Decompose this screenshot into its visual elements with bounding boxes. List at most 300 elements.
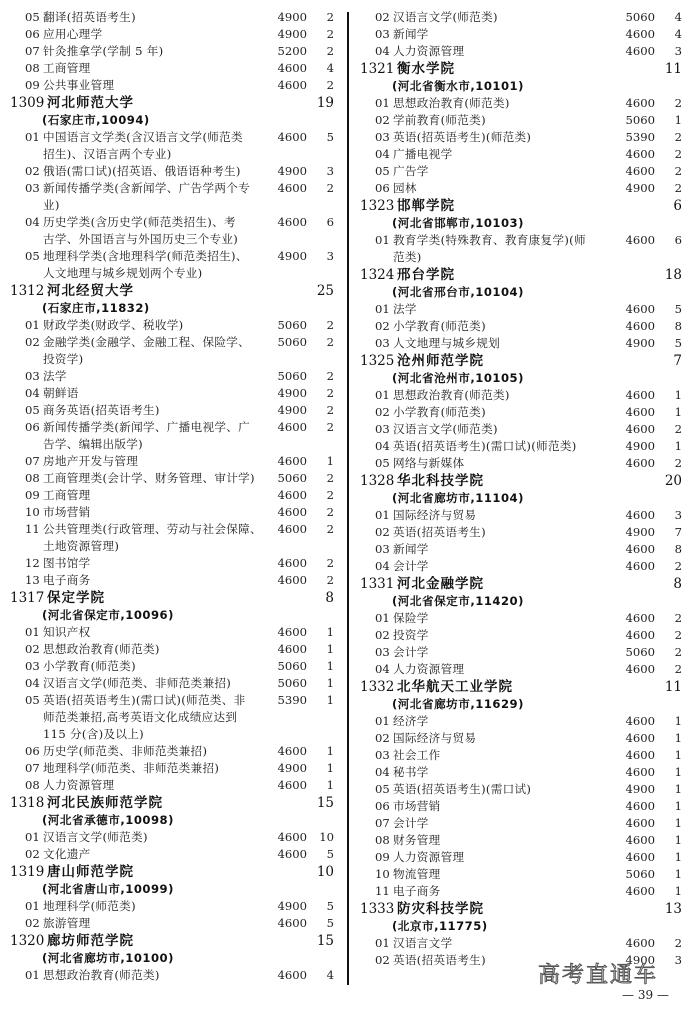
enrollment-count: 1 xyxy=(674,439,682,453)
major-name: 地理科学(师范类、非师范类兼招) xyxy=(43,761,220,775)
institution-code: 1318 xyxy=(10,795,45,811)
major-row xyxy=(0,368,348,385)
major-name: 财政学类(财政学、税收学) xyxy=(43,318,184,332)
institution-code: 1323 xyxy=(360,198,395,214)
institution-total-count: 15 xyxy=(316,933,334,949)
major-code: 06 xyxy=(375,181,390,195)
institution-location xyxy=(350,370,696,387)
tuition-fee: 4900 xyxy=(277,899,307,913)
tuition-fee: 4600 xyxy=(625,96,655,110)
major-name: 新闻传播学类(含新闻学、广告学两个专 xyxy=(43,181,251,195)
enrollment-count: 2 xyxy=(326,488,334,502)
major-name: 旅游管理 xyxy=(43,916,91,930)
enrollment-count: 2 xyxy=(326,181,334,195)
major-name: 图书馆学 xyxy=(43,556,91,570)
major-code: 03 xyxy=(25,181,40,195)
institution-header xyxy=(0,863,348,881)
major-name: 汉语言文学 xyxy=(393,936,453,950)
major-name: 国际经济与贸易 xyxy=(393,731,477,745)
major-continuation xyxy=(0,146,348,163)
major-name: 文化遗产 xyxy=(43,847,91,861)
major-code: 06 xyxy=(25,420,40,434)
institution-name: 河北师范大学 xyxy=(47,95,134,111)
enrollment-count: 2 xyxy=(674,147,682,161)
tuition-fee: 4900 xyxy=(277,10,307,24)
tuition-fee: 4600 xyxy=(277,744,307,758)
institution-header xyxy=(350,60,696,78)
enrollment-count: 2 xyxy=(326,522,334,536)
enrollment-count: 4 xyxy=(326,61,334,75)
major-code: 03 xyxy=(25,369,40,383)
major-row xyxy=(350,129,696,146)
major-continuation xyxy=(350,249,696,266)
major-name: 朝鲜语 xyxy=(43,386,79,400)
institution-total-count: 18 xyxy=(664,267,682,283)
major-name: 地理科学类(含地理科学(师范类招生)、 xyxy=(43,249,248,263)
major-row xyxy=(350,610,696,627)
major-row xyxy=(0,487,348,504)
institution-location xyxy=(350,696,696,713)
major-name: 中国语言文学类(含汉语言文学(师范类 xyxy=(43,130,243,144)
enrollment-count: 2 xyxy=(674,645,682,659)
enrollment-count: 1 xyxy=(674,884,682,898)
major-code: 05 xyxy=(25,249,40,263)
major-code: 02 xyxy=(25,642,40,656)
location-text: (河北省衡水市,10101) xyxy=(392,79,524,93)
major-code: 01 xyxy=(25,968,40,982)
enrollment-count: 2 xyxy=(326,335,334,349)
enrollment-count: 2 xyxy=(326,505,334,519)
major-name: 学前教育(师范类) xyxy=(393,113,486,127)
major-name: 财务管理 xyxy=(393,833,441,847)
major-row xyxy=(350,849,696,866)
major-code: 03 xyxy=(375,542,390,556)
institution-code: 1328 xyxy=(360,473,395,489)
major-name: 经济学 xyxy=(393,714,429,728)
major-row xyxy=(350,163,696,180)
major-code: 05 xyxy=(25,403,40,417)
major-code: 01 xyxy=(375,611,390,625)
major-row xyxy=(0,334,348,351)
major-code: 01 xyxy=(25,625,40,639)
major-name: 秘书学 xyxy=(393,765,429,779)
major-name-cont: 师范类兼招,高考英语文化成绩应达到 xyxy=(43,710,238,724)
major-name: 英语(招英语考生) xyxy=(393,953,486,967)
tuition-fee: 4600 xyxy=(277,556,307,570)
major-name: 市场营销 xyxy=(43,505,91,519)
enrollment-count: 2 xyxy=(326,573,334,587)
institution-code: 1325 xyxy=(360,353,395,369)
major-name: 英语(招英语考生)(需口试) xyxy=(393,782,532,796)
major-code: 04 xyxy=(375,765,390,779)
tuition-fee: 4600 xyxy=(625,405,655,419)
major-continuation xyxy=(0,726,348,743)
major-name: 人力资源管理 xyxy=(393,662,465,676)
major-name: 新闻学 xyxy=(393,27,429,41)
enrollment-count: 4 xyxy=(326,968,334,982)
major-name-cont: 人文地理与城乡规划两个专业) xyxy=(43,266,203,280)
major-code: 08 xyxy=(25,778,40,792)
major-code: 02 xyxy=(25,164,40,178)
institution-name: 防灾科技学院 xyxy=(397,901,484,917)
major-name-cont: 投资学) xyxy=(43,352,84,366)
enrollment-count: 1 xyxy=(326,659,334,673)
major-code: 05 xyxy=(25,693,40,707)
major-code: 06 xyxy=(375,799,390,813)
major-row xyxy=(350,180,696,197)
major-code: 05 xyxy=(375,782,390,796)
tuition-fee: 5060 xyxy=(277,676,307,690)
major-name: 工商管理类(会计学、财务管理、审计学) xyxy=(43,471,255,485)
major-code: 01 xyxy=(375,508,390,522)
major-row xyxy=(350,747,696,764)
enrollment-count: 4 xyxy=(674,10,682,24)
institution-total-count: 11 xyxy=(664,61,682,77)
institution-code: 1324 xyxy=(360,267,395,283)
major-name: 思想政治教育(师范类) xyxy=(43,642,160,656)
major-name: 小学教育(师范类) xyxy=(43,659,136,673)
major-row xyxy=(350,866,696,883)
major-code: 07 xyxy=(25,761,40,775)
enrollment-count: 2 xyxy=(326,27,334,41)
major-name: 思想政治教育(师范类) xyxy=(393,388,510,402)
tuition-fee: 4600 xyxy=(625,731,655,745)
institution-total-count: 10 xyxy=(316,864,334,880)
enrollment-count: 2 xyxy=(326,420,334,434)
enrollment-count: 2 xyxy=(326,369,334,383)
major-row xyxy=(0,641,348,658)
major-row xyxy=(0,77,348,94)
major-code: 04 xyxy=(375,147,390,161)
tuition-fee: 4900 xyxy=(625,782,655,796)
institution-name: 保定学院 xyxy=(47,590,105,606)
enrollment-count: 1 xyxy=(674,113,682,127)
institution-code: 1320 xyxy=(10,933,45,949)
major-code: 01 xyxy=(25,318,40,332)
institution-location xyxy=(350,918,696,935)
major-name: 小学教育(师范类) xyxy=(393,319,486,333)
tuition-fee: 4600 xyxy=(625,936,655,950)
institution-location xyxy=(350,284,696,301)
enrollment-count: 2 xyxy=(674,559,682,573)
enrollment-count: 1 xyxy=(326,761,334,775)
institution-header xyxy=(0,282,348,300)
major-name: 社会工作 xyxy=(393,748,441,762)
institution-name: 河北民族师范学院 xyxy=(47,795,163,811)
major-name: 商务英语(招英语考生) xyxy=(43,403,160,417)
major-code: 05 xyxy=(375,164,390,178)
enrollment-count: 5 xyxy=(674,336,682,350)
major-name-cont: 古学、外国语言与外国历史三个专业) xyxy=(43,232,239,246)
major-row xyxy=(350,798,696,815)
major-name: 广告学 xyxy=(393,164,429,178)
enrollment-count: 2 xyxy=(674,181,682,195)
institution-header xyxy=(350,266,696,284)
major-code: 01 xyxy=(25,899,40,913)
major-row xyxy=(0,692,348,709)
major-name: 法学 xyxy=(393,302,417,316)
major-name: 会计学 xyxy=(393,816,429,830)
tuition-fee: 4600 xyxy=(625,302,655,316)
institution-name: 华北科技学院 xyxy=(397,473,484,489)
tuition-fee: 4600 xyxy=(625,542,655,556)
major-name: 汉语言文学(师范类) xyxy=(43,830,148,844)
tuition-fee: 4600 xyxy=(625,233,655,247)
enrollment-count: 1 xyxy=(674,388,682,402)
major-row xyxy=(0,43,348,60)
major-continuation xyxy=(0,351,348,368)
major-row xyxy=(0,777,348,794)
major-row xyxy=(350,713,696,730)
tuition-fee: 4600 xyxy=(625,164,655,178)
enrollment-count: 8 xyxy=(674,542,682,556)
major-name: 广播电视学 xyxy=(393,147,453,161)
tuition-fee: 4600 xyxy=(625,833,655,847)
major-row xyxy=(0,9,348,26)
major-row xyxy=(0,129,348,146)
left-column xyxy=(0,9,348,984)
major-name: 英语(招英语考生)(需口试)(师范类) xyxy=(393,439,577,453)
major-name: 园林 xyxy=(393,181,417,195)
major-code: 04 xyxy=(25,676,40,690)
enrollment-count: 5 xyxy=(326,916,334,930)
tuition-fee: 4600 xyxy=(277,488,307,502)
enrollment-count: 2 xyxy=(674,628,682,642)
major-continuation xyxy=(0,436,348,453)
tuition-fee: 4900 xyxy=(277,403,307,417)
institution-code: 1309 xyxy=(10,95,45,111)
major-name: 历史学类(含历史学(师范类招生)、考 xyxy=(43,215,236,229)
institution-header xyxy=(350,575,696,593)
tuition-fee: 5060 xyxy=(625,867,655,881)
major-code: 07 xyxy=(25,454,40,468)
enrollment-count: 1 xyxy=(674,765,682,779)
enrollment-count: 3 xyxy=(674,953,682,967)
major-row xyxy=(0,521,348,538)
major-row xyxy=(0,915,348,932)
major-code: 01 xyxy=(375,96,390,110)
institution-location xyxy=(0,112,348,129)
major-row xyxy=(350,815,696,832)
major-row xyxy=(0,453,348,470)
major-row xyxy=(0,846,348,863)
tuition-fee: 5390 xyxy=(277,693,307,707)
major-code: 09 xyxy=(375,850,390,864)
major-name: 法学 xyxy=(43,369,67,383)
major-code: 08 xyxy=(25,61,40,75)
tuition-fee: 4600 xyxy=(277,847,307,861)
major-name: 工商管理 xyxy=(43,61,91,75)
enrollment-count: 2 xyxy=(674,936,682,950)
tuition-fee: 4600 xyxy=(277,830,307,844)
major-row xyxy=(350,9,696,26)
tuition-fee: 4600 xyxy=(625,884,655,898)
location-text: (河北省保定市,10096) xyxy=(42,608,174,622)
institution-name: 河北金融学院 xyxy=(397,576,484,592)
major-row xyxy=(0,402,348,419)
major-name: 电子商务 xyxy=(393,884,441,898)
institution-name: 衡水学院 xyxy=(397,61,455,77)
major-row xyxy=(350,781,696,798)
tuition-fee: 4600 xyxy=(277,130,307,144)
institution-location xyxy=(0,607,348,624)
major-code: 04 xyxy=(375,44,390,58)
institution-header xyxy=(0,589,348,607)
tuition-fee: 4600 xyxy=(277,968,307,982)
major-name: 会计学 xyxy=(393,645,429,659)
enrollment-count: 6 xyxy=(326,215,334,229)
tuition-fee: 4900 xyxy=(277,761,307,775)
tuition-fee: 4600 xyxy=(277,420,307,434)
major-row xyxy=(0,180,348,197)
tuition-fee: 4600 xyxy=(625,816,655,830)
tuition-fee: 4900 xyxy=(625,525,655,539)
institution-header xyxy=(350,352,696,370)
tuition-fee: 4600 xyxy=(625,662,655,676)
major-continuation xyxy=(0,231,348,248)
major-code: 10 xyxy=(25,505,40,519)
enrollment-count: 3 xyxy=(674,44,682,58)
enrollment-count: 2 xyxy=(674,96,682,110)
enrollment-count: 1 xyxy=(326,693,334,707)
institution-location xyxy=(350,593,696,610)
major-code: 04 xyxy=(25,386,40,400)
institution-header xyxy=(350,678,696,696)
tuition-fee: 4600 xyxy=(625,850,655,864)
institution-total-count: 20 xyxy=(664,473,682,489)
institution-total-count: 25 xyxy=(316,283,334,299)
major-row xyxy=(0,26,348,43)
tuition-fee: 4600 xyxy=(625,799,655,813)
major-code: 02 xyxy=(375,113,390,127)
enrollment-count: 1 xyxy=(326,778,334,792)
institution-name: 北华航天工业学院 xyxy=(397,679,513,695)
major-name: 思想政治教育(师范类) xyxy=(393,96,510,110)
major-row xyxy=(350,146,696,163)
tuition-fee: 4900 xyxy=(625,953,655,967)
tuition-fee: 4600 xyxy=(625,319,655,333)
enrollment-count: 10 xyxy=(319,830,334,844)
major-name: 电子商务 xyxy=(43,573,91,587)
major-row xyxy=(0,317,348,334)
institution-total-count: 13 xyxy=(664,901,682,917)
institution-code: 1312 xyxy=(10,283,45,299)
enrollment-count: 3 xyxy=(326,164,334,178)
location-text: (河北省邢台市,10104) xyxy=(392,285,524,299)
major-name: 汉语言文学(师范类、非师范类兼招) xyxy=(43,676,232,690)
location-text: (河北省唐山市,10099) xyxy=(42,882,174,896)
tuition-fee: 5060 xyxy=(277,471,307,485)
major-code: 08 xyxy=(375,833,390,847)
major-name: 汉语言文学(师范类) xyxy=(393,422,498,436)
major-code: 03 xyxy=(375,27,390,41)
major-row xyxy=(350,232,696,249)
major-name: 市场营销 xyxy=(393,799,441,813)
major-name: 保险学 xyxy=(393,611,429,625)
major-code: 01 xyxy=(375,233,390,247)
major-row xyxy=(350,661,696,678)
major-row xyxy=(350,627,696,644)
major-code: 02 xyxy=(375,405,390,419)
major-row xyxy=(0,214,348,231)
major-code: 02 xyxy=(25,335,40,349)
enrollment-count: 5 xyxy=(674,302,682,316)
tuition-fee: 4600 xyxy=(625,765,655,779)
enrollment-count: 7 xyxy=(674,525,682,539)
institution-total-count: 6 xyxy=(673,198,682,214)
institution-total-count: 15 xyxy=(316,795,334,811)
institution-code: 1333 xyxy=(360,901,395,917)
major-name-cont: 业) xyxy=(43,198,60,212)
institution-location xyxy=(0,300,348,317)
major-name-cont: 招生)、汉语言两个专业) xyxy=(43,147,172,161)
major-row xyxy=(350,26,696,43)
major-name-cont: 范类) xyxy=(393,250,422,264)
major-code: 02 xyxy=(25,847,40,861)
tuition-fee: 5200 xyxy=(277,44,307,58)
institution-total-count: 19 xyxy=(316,95,334,111)
enrollment-count: 1 xyxy=(326,642,334,656)
major-continuation xyxy=(0,265,348,282)
institution-header xyxy=(0,794,348,812)
enrollment-count: 1 xyxy=(674,850,682,864)
enrollment-count: 2 xyxy=(326,318,334,332)
major-row xyxy=(350,335,696,352)
major-name: 投资学 xyxy=(393,628,429,642)
enrollment-count: 4 xyxy=(674,27,682,41)
major-code: 01 xyxy=(375,388,390,402)
major-row xyxy=(350,455,696,472)
institution-header xyxy=(0,94,348,112)
major-name: 网络与新媒体 xyxy=(393,456,465,470)
major-row xyxy=(0,504,348,521)
major-row xyxy=(350,935,696,952)
tuition-fee: 4900 xyxy=(625,439,655,453)
column-divider xyxy=(347,12,349,985)
major-name: 金融学类(金融学、金融工程、保险学、 xyxy=(43,335,251,349)
major-code: 06 xyxy=(25,744,40,758)
enrollment-count: 1 xyxy=(674,731,682,745)
major-name: 国际经济与贸易 xyxy=(393,508,477,522)
major-row xyxy=(350,318,696,335)
major-row xyxy=(350,644,696,661)
major-code: 02 xyxy=(375,319,390,333)
major-name: 公共管理类(行政管理、劳动与社会保障、 xyxy=(43,522,262,536)
major-code: 03 xyxy=(375,336,390,350)
major-name: 房地产开发与管理 xyxy=(43,454,139,468)
major-code: 01 xyxy=(375,936,390,950)
location-text: (河北省邯郸市,10103) xyxy=(392,216,524,230)
enrollment-count: 2 xyxy=(326,10,334,24)
major-row xyxy=(350,558,696,575)
major-code: 11 xyxy=(25,522,40,536)
tuition-fee: 4600 xyxy=(625,422,655,436)
tuition-fee: 4600 xyxy=(277,916,307,930)
major-name: 人力资源管理 xyxy=(393,850,465,864)
major-name: 新闻学 xyxy=(393,542,429,556)
tuition-fee: 4600 xyxy=(625,559,655,573)
watermark: 高考直通车 xyxy=(538,963,659,988)
major-row xyxy=(0,898,348,915)
major-row xyxy=(350,112,696,129)
tuition-fee: 4600 xyxy=(625,44,655,58)
major-code: 04 xyxy=(375,662,390,676)
major-code: 02 xyxy=(375,953,390,967)
enrollment-count: 5 xyxy=(326,899,334,913)
major-code: 09 xyxy=(25,78,40,92)
enrollment-count: 1 xyxy=(326,625,334,639)
major-row xyxy=(0,743,348,760)
